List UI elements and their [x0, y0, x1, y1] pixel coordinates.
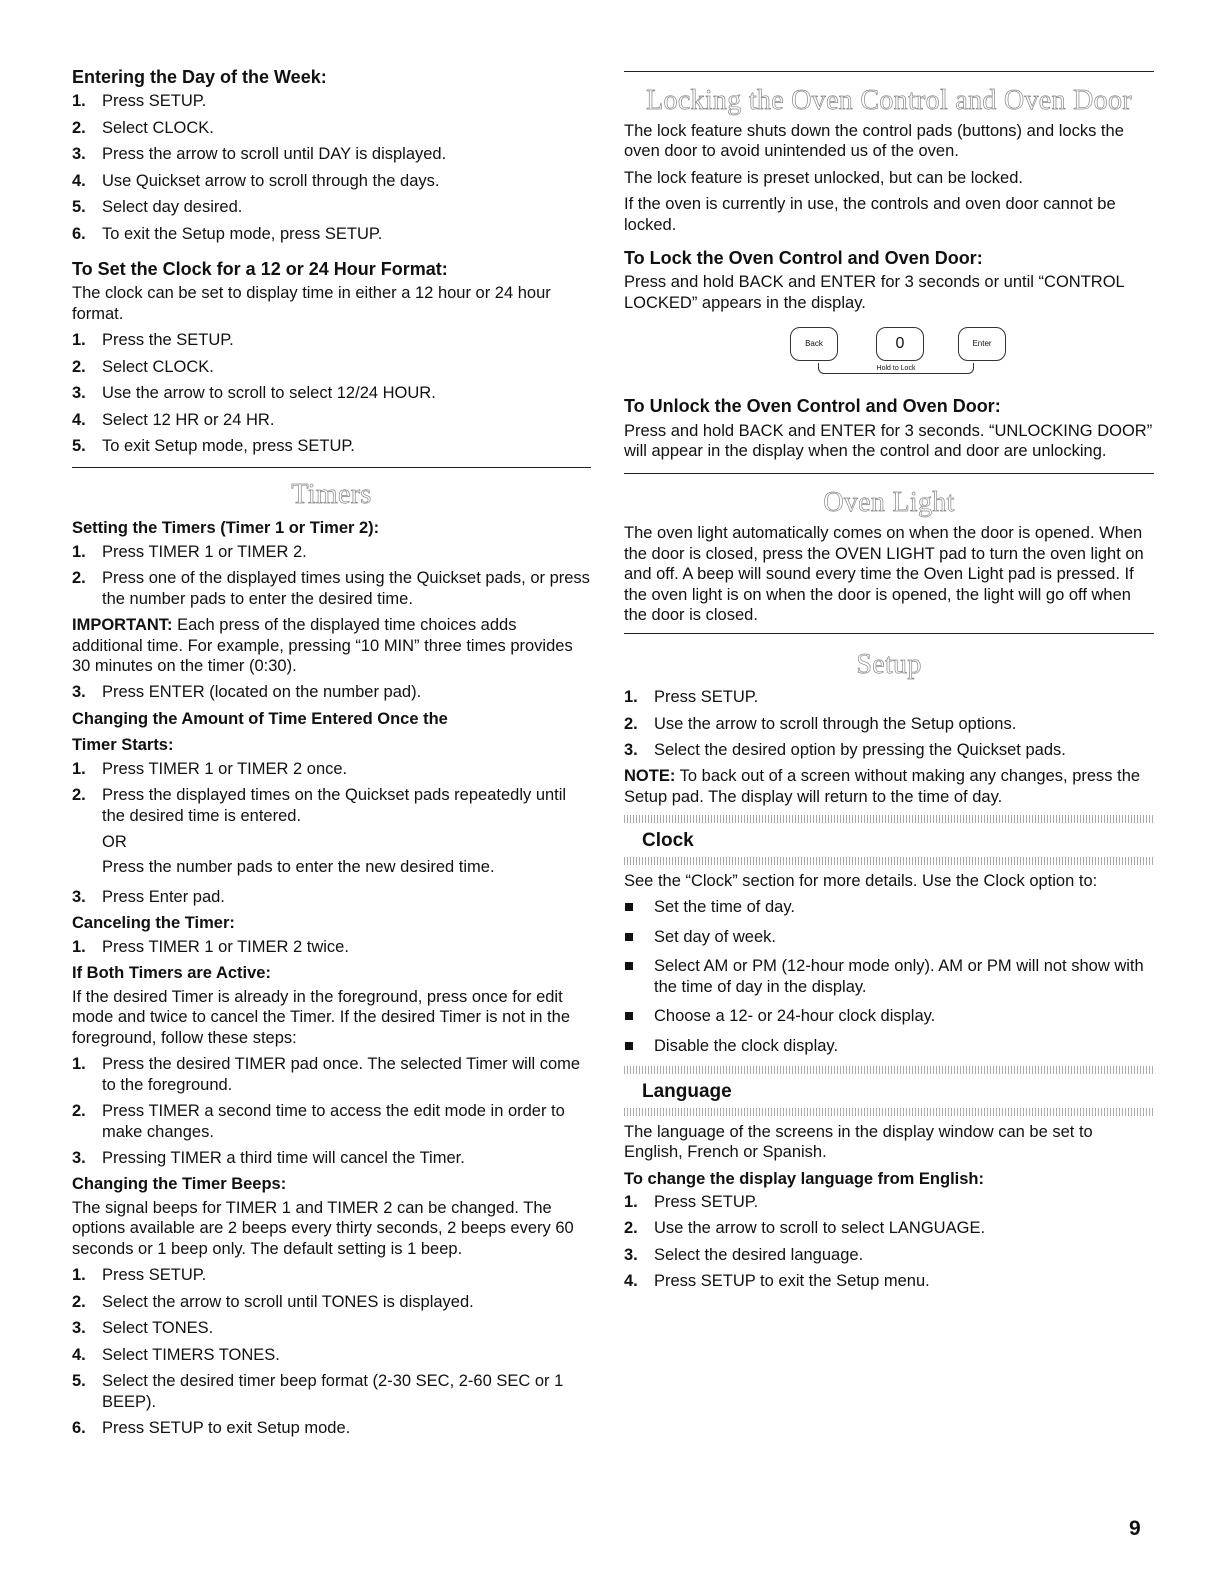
changing-time-heading: Changing the Amount of Time Entered Once the: [72, 709, 448, 728]
setting-timers-heading: Setting the Timers (Timer 1 or Timer 2):: [72, 519, 380, 538]
list-item: Disable the clock display.: [624, 1036, 1154, 1056]
timer-beeps-steps: [72, 1265, 591, 1438]
list-item: 3. Select TONES.: [72, 1319, 214, 1338]
language-steps: [624, 1192, 1154, 1292]
setting-timers-steps: [72, 542, 591, 609]
list-item: 1. Press SETUP.: [624, 688, 759, 707]
lock-p1: The lock feature shuts down the control pads (buttons) and locks the oven door to avoid unintended us of the oven.: [624, 121, 1124, 161]
setup-steps: [624, 687, 1154, 760]
bullet-icon: [625, 1042, 633, 1050]
both-timers-steps: [72, 1054, 591, 1168]
lock-pads-illustration: [624, 327, 1154, 383]
language-intro: The language of the screens in the display window can be set to English, French or Spanish.: [624, 1122, 1093, 1162]
important-note: IMPORTANT: Each press of the displayed time choices adds additional time. For example, pressing “10 MIN” three times provides 30 minutes on the timer (0:30).: [72, 616, 573, 675]
list-item: 4. Use Quickset arrow to scroll through the days.: [72, 171, 440, 190]
list-item: Choose a 12- or 24-hour clock display.: [624, 1006, 1154, 1026]
lock-p2: The lock feature is preset unlocked, but can be locked.: [624, 168, 1023, 187]
list-item: Set day of week.: [624, 927, 1154, 947]
list-item: 1. Press TIMER 1 or TIMER 2.: [72, 542, 307, 561]
list-item: 2. Select the arrow to scroll until TONES is displayed.: [72, 1292, 474, 1311]
list-item: 3. Select the desired language.: [624, 1245, 864, 1264]
changing-time-step3: [72, 887, 591, 907]
clock-format-heading: To Set the Clock for a 12 or 24 Hour Format:: [72, 259, 448, 280]
changing-alt: Press the number pads to enter the new desired time.: [102, 857, 495, 876]
list-item: 3. Use the arrow to scroll to select 12/24 HOUR.: [72, 384, 436, 403]
setup-note: NOTE: To back out of a screen without making any changes, press the Setup pad. The display will return to the time of day.: [624, 767, 1141, 806]
section-divider: [624, 633, 1154, 634]
enter-pad: Enter: [958, 327, 1006, 361]
list-item: 3. Pressing TIMER a third time will cancel the Timer.: [72, 1149, 465, 1168]
list-item: Set the time of day.: [624, 897, 1154, 917]
clock-format-steps: [72, 330, 591, 456]
oven-light-text: The oven light automatically comes on when the door is opened. When the door is closed, press the OVEN LIGHT pad to turn the oven light on and off. A beep will sound every time the Oven Light pad is pressed. If the oven light is on when the door is opened, the light will go off when the door is closed.: [624, 524, 1144, 624]
list-item: 4. Select 12 HR or 24 HR.: [72, 410, 275, 429]
list-item: 4. Press SETUP to exit the Setup menu.: [624, 1272, 930, 1291]
bullet-icon: [625, 903, 633, 911]
list-item: 6. To exit the Setup mode, press SETUP.: [72, 224, 383, 243]
hold-bracket: [818, 363, 974, 374]
unlock-heading: To Unlock the Oven Control and Oven Door:: [624, 396, 1001, 417]
bullet-icon: [625, 1012, 633, 1020]
list-item: 3. Select the desired option by pressing the Quickset pads.: [624, 741, 1066, 760]
back-pad: Back: [790, 327, 838, 361]
list-item: 2. Use the arrow to scroll to select LANGUAGE.: [624, 1219, 986, 1238]
list-item: 4. Select TIMERS TONES.: [72, 1345, 280, 1364]
timer-beeps-heading: Changing the Timer Beeps:: [72, 1175, 287, 1194]
both-timers-intro: If the desired Timer is already in the foreground, press once for edit mode and twice to cancel the Timer. If the desired Timer is not in the foreground, follow these steps:: [72, 987, 570, 1047]
list-item: 2. Select CLOCK.: [72, 118, 214, 137]
canceling-steps: [72, 937, 591, 957]
list-item: 5. To exit Setup mode, press SETUP.: [72, 437, 355, 456]
list-item: 2. Press TIMER a second time to access the edit mode in order to make changes.: [72, 1102, 565, 1141]
list-item: 1. Press SETUP.: [72, 1266, 207, 1285]
list-item: 2. Select CLOCK.: [72, 357, 214, 376]
list-item: 6. Press SETUP to exit Setup mode.: [72, 1419, 351, 1437]
bullet-icon: [625, 962, 633, 970]
timer-beeps-intro: The signal beeps for TIMER 1 and TIMER 2 can be changed. The options available are 2 beeps every thirty seconds, 2 beeps every 60 seconds or 1 beep only. The default setting is 1 beep.: [72, 1198, 574, 1258]
section-divider: [624, 71, 1154, 72]
oven-light-section-title: Oven Light: [823, 487, 955, 519]
list-item: Select AM or PM (12-hour mode only). AM or PM will not show with the time of day in the display.: [624, 956, 1154, 997]
list-item: 5. Select the desired timer beep format (2-30 SEC, 2-60 SEC or 1 BEEP).: [72, 1372, 564, 1411]
day-of-week-steps: [72, 91, 591, 244]
list-item: 1. Press SETUP.: [72, 92, 207, 111]
language-heading: To change the display language from English:: [624, 1169, 984, 1188]
section-divider: [72, 467, 591, 468]
lock-p3: If the oven is currently in use, the controls and oven door cannot be locked.: [624, 195, 1116, 234]
zero-pad: 0: [876, 327, 924, 361]
left-column: [72, 66, 591, 1444]
setting-timers-step3: [72, 682, 591, 702]
clock-options: [624, 897, 1154, 1056]
section-divider: [624, 473, 1154, 474]
language-subhead-band: [624, 1066, 1154, 1116]
hold-to-lock-label: Hold to Lock: [874, 365, 919, 372]
bullet-icon: [625, 933, 633, 941]
changing-time-heading-cont: Timer Starts:: [72, 736, 174, 755]
lock-heading: To Lock the Oven Control and Oven Door:: [624, 247, 983, 268]
list-item: 1. Press the desired TIMER pad once. The selected Timer will come to the foreground.: [72, 1055, 581, 1094]
both-timers-heading: If Both Timers are Active:: [72, 964, 271, 983]
manual-page: [72, 66, 1154, 1546]
language-subhead: Language: [642, 1081, 732, 1103]
list-item: 3. Press ENTER (located on the number pad).: [72, 683, 422, 702]
lock-instructions: Press and hold BACK and ENTER for 3 seconds or until “CONTROL LOCKED” appears in the display.: [624, 273, 1125, 312]
clock-subhead: Clock: [642, 830, 694, 852]
lock-section-title: Locking the Oven Control and Oven Door: [646, 85, 1132, 116]
changing-or: OR: [102, 833, 127, 852]
list-item: 1. Press SETUP.: [624, 1193, 759, 1212]
timers-section-title: Timers: [291, 478, 372, 510]
setup-section-title: Setup: [856, 649, 922, 681]
page-number: 9: [1129, 1517, 1141, 1540]
day-of-week-heading: Entering the Day of the Week:: [72, 67, 327, 87]
clock-intro: See the “Clock” section for more details. Use the Clock option to:: [624, 871, 1098, 890]
list-item: 3. Press Enter pad.: [72, 888, 225, 907]
clock-format-intro: The clock can be set to display time in either a 12 hour or 24 hour format.: [72, 284, 551, 323]
list-item: 1. Press TIMER 1 or TIMER 2 twice.: [72, 937, 349, 956]
clock-subhead-band: [624, 815, 1154, 865]
list-item: 2. Press one of the displayed times using the Quickset pads, or press the number pads to enter the desired time.: [72, 569, 590, 608]
canceling-heading: Canceling the Timer:: [72, 914, 235, 933]
list-item: 3. Press the arrow to scroll until DAY is displayed.: [72, 145, 447, 164]
unlock-instructions: Press and hold BACK and ENTER for 3 seconds. “UNLOCKING DOOR” will appear in the display when the control and door are unlocking.: [624, 421, 1153, 460]
right-column: [624, 66, 1154, 1298]
list-item: 1. Press TIMER 1 or TIMER 2 once.: [72, 759, 348, 778]
list-item: 1. Press the SETUP.: [72, 331, 234, 350]
list-item: 5. Select day desired.: [72, 198, 243, 217]
list-item: 2. Use the arrow to scroll through the Setup options.: [624, 714, 1017, 733]
changing-time-steps: [72, 759, 591, 826]
list-item: 2. Press the displayed times on the Quickset pads repeatedly until the desired time is entered.: [72, 786, 567, 825]
